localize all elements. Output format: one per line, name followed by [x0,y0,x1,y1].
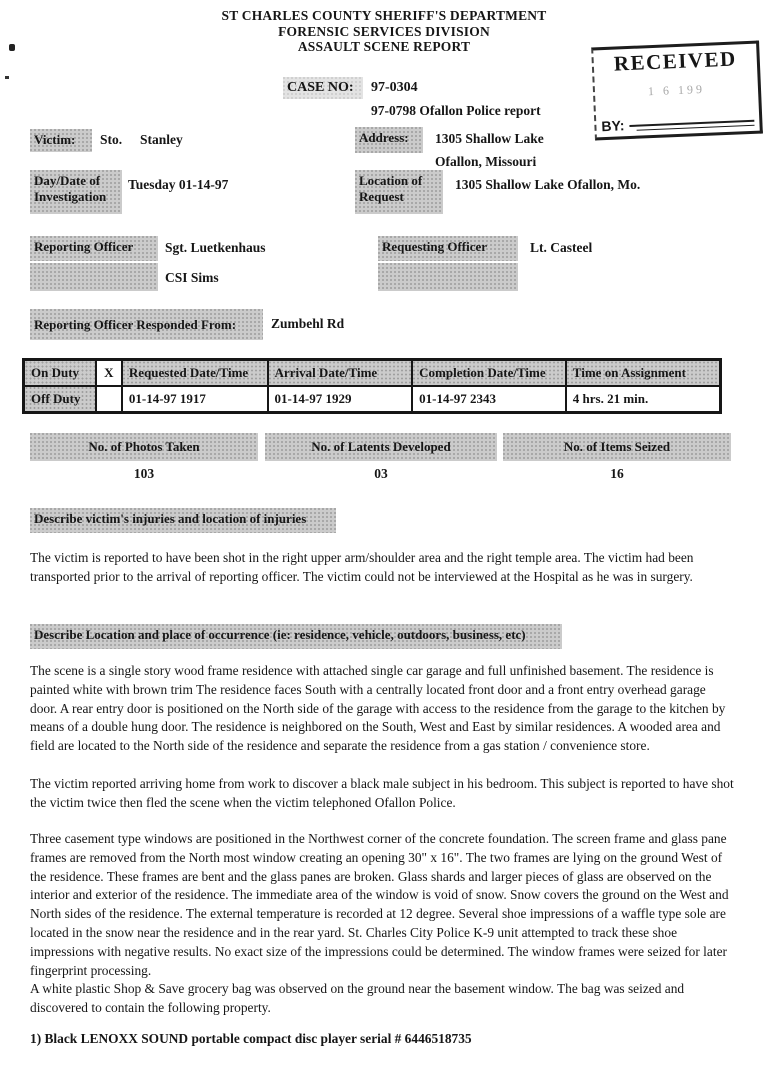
report-title: ASSAULT SCENE REPORT [297,39,471,54]
department-title: ST CHARLES COUNTY SHERIFF'S DEPARTMENT [221,8,547,23]
location-of-request-label: Location of Request [355,170,443,214]
case-no-value: 97-0304 [371,80,418,95]
photos-taken-value: 103 [133,466,155,481]
case-no-secondary: 97-0798 Ofallon Police report [371,103,541,118]
location-of-request-value: 1305 Shallow Lake Ofallon, Mo. [455,177,641,192]
arrival-datetime-header: Arrival Date/Time [268,360,413,387]
completion-datetime-header: Completion Date/Time [412,360,566,387]
latents-developed-value: 03 [374,466,388,481]
duty-table [22,358,722,414]
victim-report-paragraph: The victim reported arriving home from work to discover a black male subject in his bedroom. This subject is reported to have shot the victim twice then fled the scene when the victim telephoned Ofallon Police. [30,776,734,810]
received-stamp-title: RECEIVED [613,46,738,76]
address-line2: Ofallon, Missouri [435,154,537,169]
reporting-officer-label: Reporting Officer [30,236,158,261]
responded-from-label: Reporting Officer Responded From: [30,309,263,340]
reporting-officer-1: Sgt. Luetkenhaus [165,240,266,255]
victim-label: Victim: [30,129,92,152]
address-line1: 1305 Shallow Lake [435,131,544,146]
time-on-assignment-header: Time on Assignment [566,360,721,387]
reporting-officer-2: CSI Sims [165,270,219,285]
requesting-officer-value: Lt. Casteel [530,240,593,255]
scan-artifact [5,76,9,79]
victim-first: Sto. [100,132,123,147]
requesting-officer-label: Requesting Officer [378,236,518,261]
items-seized-label: No. of Items Seized [503,433,731,461]
division-title: FORENSIC SERVICES DIVISION [278,23,490,39]
injuries-paragraph: The victim is reported to have been shot in the right upper arm/shoulder area and the right temple area. The victim had been transported prior to the arrival of reporting officer. The victim could not be interviewed at the Hospital as he was in surgery. [30,550,694,584]
on-duty-checkmark: X [96,360,122,387]
day-date-value: Tuesday 01-14-97 [128,177,229,192]
case-no-label: CASE NO: [283,77,363,99]
photos-taken-label: No. of Photos Taken [30,433,258,461]
arrival-datetime-value: 01-14-97 1929 [268,386,413,413]
items-seized-value: 16 [610,466,624,481]
on-duty-header: On Duty [24,360,96,387]
windows-evidence-paragraph: Three casement type windows are positioned in the Northwest corner of the concrete foundation. The screen frame and glass pane frames are removed from the North most window creating an opening 30" x 16". The two frames are lying on the ground West of the residence. These frames are bent and the glass panes are broken. Glass shards and larger pieces of glass are observed on the interior and exterior of the residence. The immediate area of the window is void of snow. Snow covers the ground on the West and North sides of the residence. The external temperature is recorded at 12 degree. Several shoe impressions of a waffle type sole are located in the snow near the residence and in the rear yard. St. Charles City Police K-9 unit attempted to track these shoe impressions with negative results. No exact size of the impressions could be determined. The window frames were seized for later fingerprint processing. [30,831,729,978]
requested-datetime-header: Requested Date/Time [122,360,268,387]
off-duty-cell: Off Duty [24,386,96,413]
off-duty-checkmark [96,386,122,413]
injuries-section-header: Describe victim's injuries and location of injuries [30,508,336,533]
victim-last: Stanley [140,132,183,147]
requested-datetime-value: 01-14-97 1917 [122,386,268,413]
duty-table-header-row [24,360,721,387]
duty-table-data-row [24,386,721,413]
time-on-assignment-value: 4 hrs. 21 min. [566,386,721,413]
requesting-officer-label-extension [378,263,518,291]
property-item-1: 1) Black LENOXX SOUND portable compact disc player serial # 6446518735 [30,1031,472,1046]
completion-datetime-value: 01-14-97 2343 [412,386,566,413]
received-stamp [591,41,763,141]
scene-description-paragraph: The scene is a single story wood frame residence with attached single car garage and full unfinished basement. The residence is painted white with brown trim The residence faces South with a centrally located front door and a front entry overhead garage door. A rear entry door is positioned on the North side of the garage with access to the residence from the garage to the kitchen by means of a double hung door. The residence is neighbored on the South, West and East by similar residences. A wooded area and field are located to the North side of the residence and separate the residence from a gas station / convenience store. [30,663,726,754]
reporting-officer-label-extension [30,263,158,291]
latents-developed-label: No. of Latents Developed [265,433,497,461]
day-date-label: Day/Date of Investigation [30,170,122,214]
received-stamp-by-label: BY: [601,117,625,135]
responded-from-value: Zumbehl Rd [271,316,345,331]
address-label: Address: [355,127,423,153]
location-section-header: Describe Location and place of occurrence (ie: residence, vehicle, outdoors, business, etc) [30,624,562,649]
received-stamp-date: 1 6 199 [647,81,706,99]
grocery-bag-paragraph: A white plastic Shop & Save grocery bag was observed on the ground near the basement window. The bag was seized and discovered to contain the following property. [30,981,685,1015]
